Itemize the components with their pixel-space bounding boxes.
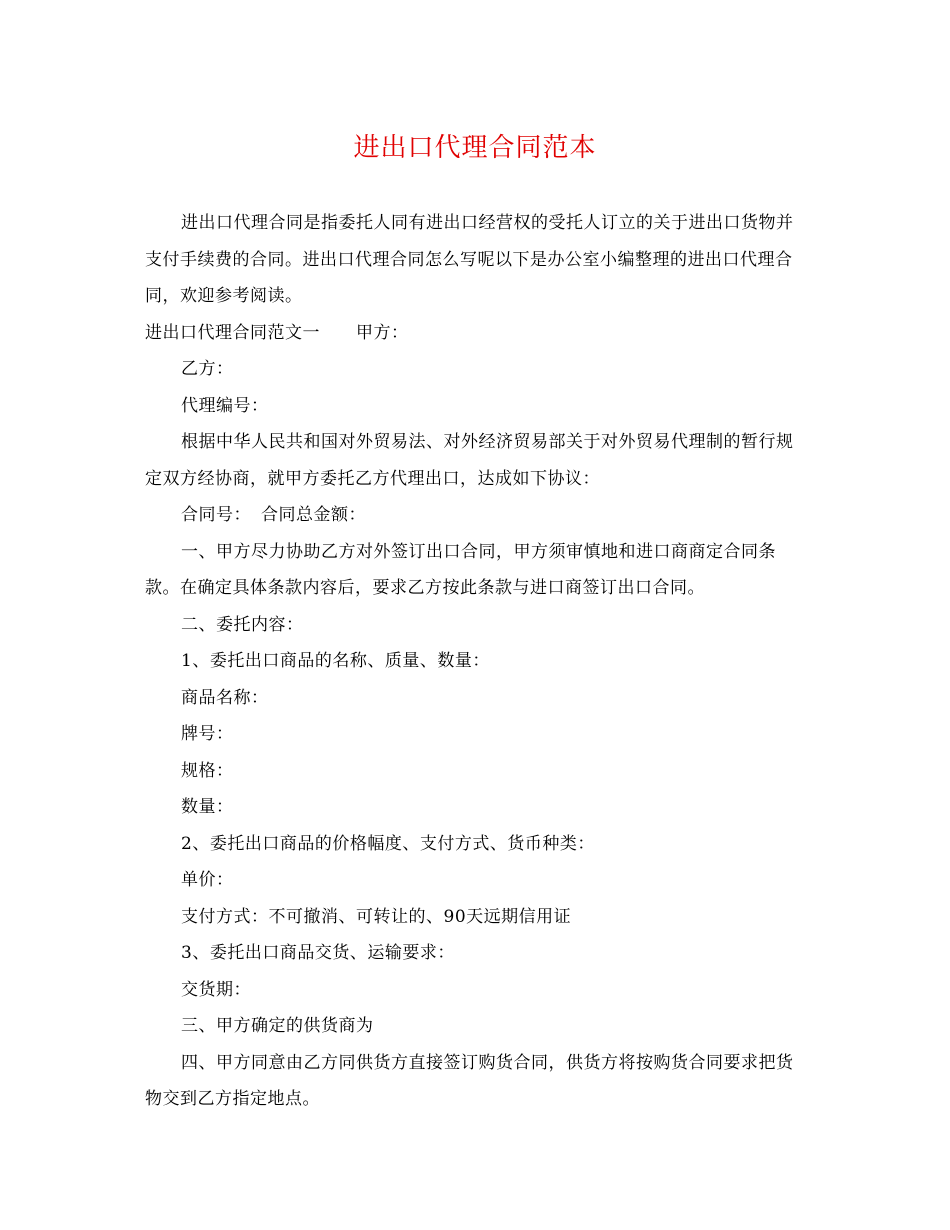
basis-paragraph: 根据中华人民共和国对外贸易法、对外经济贸易部关于对外贸易代理制的暂行规定双方经协商，就甲方委托乙方代理出口，达成如下协议： (145, 432, 794, 489)
payment-line: 支付方式：不可撤消、可转让的、90天远期信用证 (181, 906, 572, 927)
section-heading-line (145, 315, 805, 352)
section-heading: 进出口代理合同范文一 (145, 322, 320, 343)
contract-no-label: 合同号： (181, 505, 251, 525)
clause-3: 三、甲方确定的供货商为 (181, 1016, 374, 1036)
document-title: 进出口代理合同范本 (353, 133, 597, 163)
agency-no-label: 代理编号： (181, 395, 269, 416)
item-1: 1、委托出口商品的名称、质量、数量： (181, 651, 490, 671)
clause-2: 二、委托内容： (181, 614, 304, 635)
delivery-label: 交货期： (181, 979, 251, 1000)
party-b-label: 乙方： (181, 359, 234, 379)
contract-total-label: 合同总金额： (261, 505, 366, 525)
intro-paragraph: 进出口代理合同是指委托人同有进出口经营权的受托人订立的关于进出口货物并支付手续费的合同。进出口代理合同怎么写呢以下是办公室小编整理的进出口代理合同，欢迎参考阅读。 (145, 213, 794, 306)
spec-label: 规格： (181, 760, 234, 781)
contract-info-line (145, 497, 805, 534)
clause-4: 四、甲方同意由乙方同供货方直接签订购货合同，供货方将按购货合同要求把货物交到乙方指定地点。 (145, 1052, 794, 1109)
item-3: 3、委托出口商品交货、运输要求： (181, 943, 455, 963)
quantity-label: 数量： (181, 797, 234, 817)
brand-label: 牌号： (181, 724, 234, 744)
clause-1: 一、甲方尽力协助乙方对外签订出口合同，甲方须审慎地和进口商商定合同条款。在确定具体条款内容后，要求乙方按此条款与进口商签订出口合同。 (145, 541, 776, 598)
unit-price-label: 单价： (181, 870, 234, 890)
party-a-label: 甲方： (356, 322, 409, 343)
document-body (145, 205, 805, 1118)
item-2: 2、委托出口商品的价格幅度、支付方式、货币种类： (181, 833, 595, 854)
product-name-label: 商品名称： (181, 687, 269, 708)
